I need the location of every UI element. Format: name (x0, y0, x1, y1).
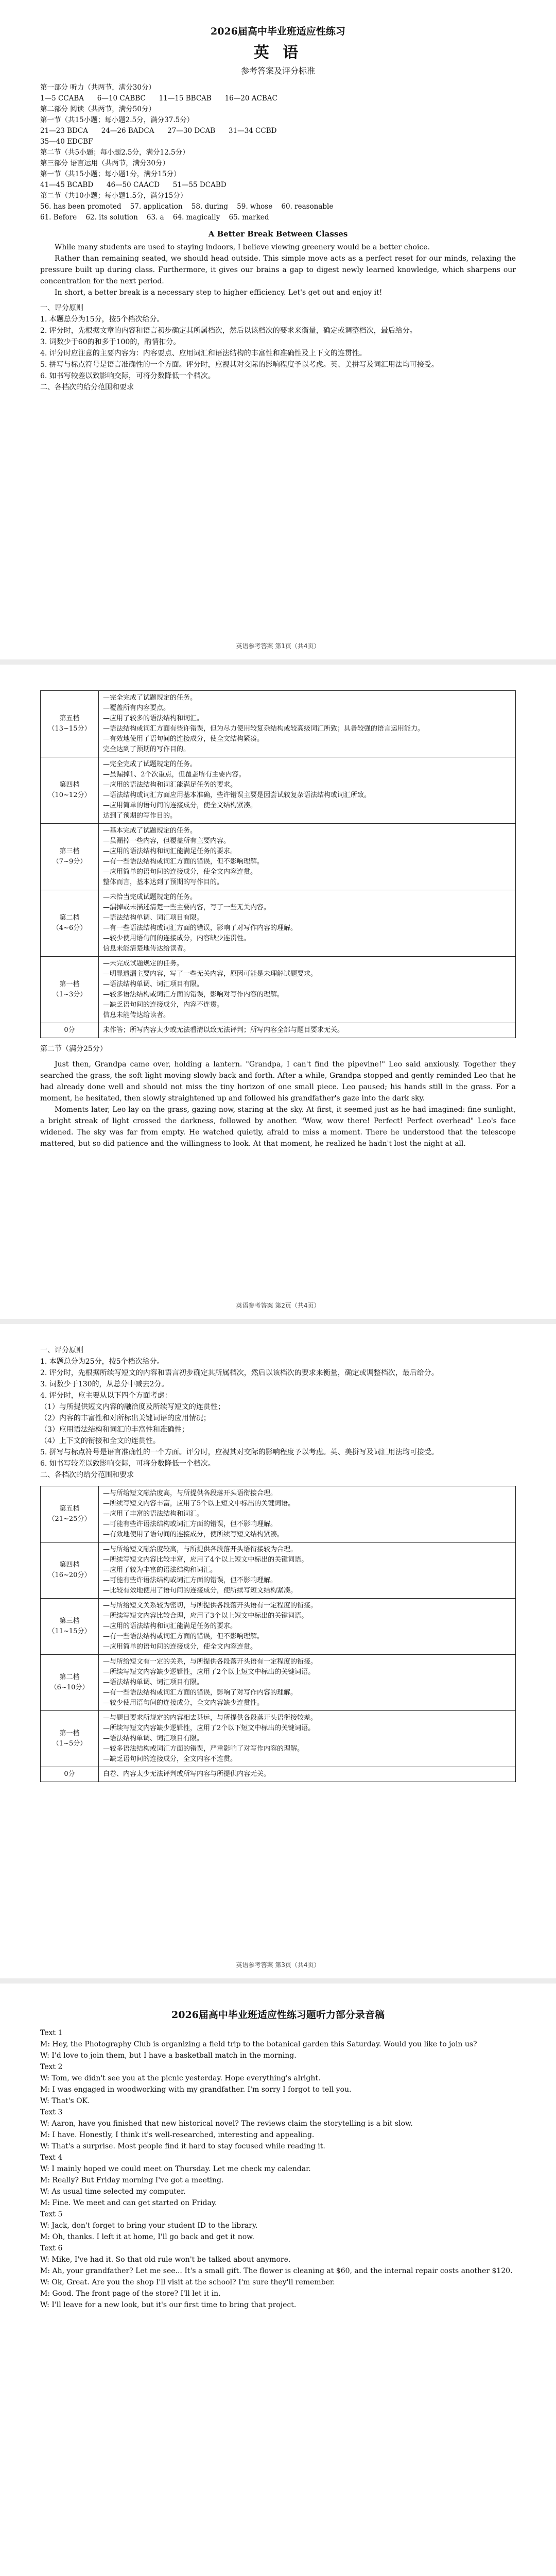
answer-line: 1—5 CCABA 6—10 CABBC 11—15 BBCAB 16—20 ACBAC (40, 94, 277, 103)
transcript-part-1 (40, 2027, 516, 2311)
continuation-paragraph: Just then, Grandpa came over, holding a lantern. "Grandpa, I can't find the pipevine!" Leo said anxiously. Together they searched the grass, the soft light moving slowly back and forth. After a while, Grandpa stopped and gently reminded Leo that he had already done well and should not miss the tiny horizon of one small piece. Leo paused; his hands still in the grass. For a moment, he hesitated, then slowly straightened up and followed his grandfather's gaze into the dark sky. (40, 1060, 516, 1103)
exam-title: 2026届高中毕业班适应性练习 (211, 26, 345, 37)
answer-line: 第二节（共5小题；每小题2.5分，满分12.5分） (40, 148, 189, 157)
answer-line: 35—40 EDCBF (40, 138, 93, 146)
level-description: —与所给短文关系较为密切，与所提供各段落开头语有一定程度的衔接。 —所续写短文内容比较合理，应用了3个以上短文中标出的关键词语。 —应用的语法结构和词汇能满足任务的要求。 —有一些语法结构或词汇方面的错误，但不影响理解。 —应用简单的语句间的连接成分，使全文内容连贯。 (99, 1599, 516, 1655)
model-essay-title: A Better Break Between Classes (208, 229, 348, 239)
page-3 (0, 1319, 556, 1978)
transcript-line: Text 4 (40, 2154, 63, 2162)
level-cell: 第二档 （6~10分） (41, 1655, 99, 1711)
transcript-line: W: That's OK. (40, 2097, 90, 2105)
level-cell: 第三档 （7~9分） (41, 824, 99, 890)
answer-line: 第一部分 听力（共两节，满分30分） (40, 83, 155, 92)
transcript-line: M: Ah, your grandfather? Let me see... It's a small gift. The flower is cleaning at $60, and the internal repair costs another $120. (40, 2267, 513, 2275)
essay-paragraph: Rather than remaining seated, we should head outside. This simple move acts as a perfect reset for our minds, relaxing the pressure built up during class. Furthermore, it gives our brains a gap to digest newly learned knowledge, which sharpens our concentration for the next period. (40, 255, 516, 285)
rubric-note: 1. 本题总分为15分，按5个档次给分。 (40, 315, 164, 324)
rubric-note: 4. 评分时，应主要从以下四个方面考虑： (40, 1392, 172, 1400)
transcript-line: M: Oh, thanks. I left it at home, I'll go back and get it now. (40, 2233, 254, 2241)
answer-line: 61. Before 62. its solution 63. a 64. magically 65. marked (40, 213, 269, 222)
level-description: —与所给短文融洽度较高，与所提供各段落开头语衔接较为合理。 —所续写短文内容比较丰富，应用了4个以上短文中标出的关键词语。 —应用了较为丰富的语法结构和词汇。 —可能有些许语法结构或词汇方面的错误，但不影响理解。 —比较有效地使用了语句间的连接成分，使所续写短文结构紧凑。 (99, 1543, 516, 1599)
rubric-note: 二、各档次的给分范围和要求 (40, 383, 134, 392)
answer-line: 21—23 BDCA 24—26 BADCA 27—30 DCAB 31—34 CCBD (40, 127, 277, 135)
rubric-note: 1. 本题总分为25分，按5个档次给分。 (40, 1358, 164, 1366)
table-row (41, 1655, 516, 1711)
level-cell: 0分 (41, 1767, 99, 1782)
level-description: —基本完成了试题规定的任务。 —虽漏掉一些内容，但覆盖所有主要内容。 —应用的语法结构和词汇能满足任务的要求。 —有一些语法结构或词汇方面的错误，但不影响理解。 —应用简单的语句间的连接成分，使全文内容连贯。 整体而言，基本达到了预期的写作目的。 (99, 824, 516, 890)
rubric-note: 2. 评分时，先根据所续写短文的内容和语言初步确定其所属档次，然后以该档次的要求来衡量，确定或调整档次，最后给分。 (40, 1369, 439, 1377)
subject-heading: 英 语 (253, 44, 303, 62)
answer-line: 41—45 BCABD 46—50 CAACD 51—55 DCABD (40, 181, 227, 189)
transcript-line: M: Hey, the Photography Club is organizing a field trip to the botanical garden this Saturday. Would you like to join us? (40, 2040, 477, 2048)
transcript-title: 2026届高中毕业班适应性练习题听力部分录音稿 (171, 2009, 385, 2021)
answer-line: 第一节（共15小题；每小题1分，满分15分） (40, 170, 181, 178)
transcript-line: W: That's a surprise. Most people find it hard to stay focused while reading it. (40, 2142, 325, 2150)
section-label: 第二节（满分25分） (40, 1045, 107, 1053)
page-4 (0, 1978, 556, 2576)
level-description: 未作答；所写内容太少或无法看清以致无法评判；所写内容全部与题目要求无关。 (99, 1023, 516, 1038)
transcript-line: Text 2 (40, 2063, 63, 2071)
table-row (41, 1023, 516, 1038)
rubric-note: 一、评分原则 (40, 1346, 83, 1354)
transcript-line: Text 5 (40, 2210, 63, 2218)
answer-line: 第一节（共15小题；每小题2.5分，满分37.5分） (40, 116, 194, 124)
level-cell: 第一档 （1~5分） (41, 1711, 99, 1767)
transcript-line: Text 1 (40, 2029, 63, 2037)
transcript-line: W: Tom, we didn't see you at the picnic yesterday. Hope everything's alright. (40, 2074, 321, 2082)
level-cell: 0分 (41, 1023, 99, 1038)
table-row (41, 824, 516, 890)
level-cell: 第三档 （11~15分） (41, 1599, 99, 1655)
level-description: 白卷、内容太少无法评判或所写内容与所提供内容无关。 (99, 1767, 516, 1782)
page-footer: 英语参考答案 第1页（共4页） (236, 642, 320, 650)
essay-paragraph: In short, a better break is a necessary step to higher efficiency. Let's get out and enjoy it! (55, 289, 383, 297)
rubric-note: （1）与所提供短文内容的融洽度及所续写短文的连贯性； (40, 1403, 225, 1411)
transcript-line: M: Good. The front page of the store? I'll let it in. (40, 2290, 221, 2298)
level-description: —完全完成了试题规定的任务。 —覆盖所有内容要点。 —应用了较多的语法结构和词汇。 —语法结构或词汇方面有些许错误，但为尽力使用较复杂结构或较高级词汇所致；具备较强的语言运用能力。 —有效地使用了语句间的连接成分，使全文结构紧凑。 完全达到了预期的写作目的。 (99, 691, 516, 757)
table-row (41, 1486, 516, 1543)
table-row (41, 1767, 516, 1782)
table-row (41, 890, 516, 957)
rubric-notes (40, 302, 516, 393)
level-description: —未恰当完成试题规定的任务。 —漏掉或未描述清楚一些主要内容，写了一些无关内容。 —语法结构单调、词汇项目有限。 —有一些语法结构或词汇方面的错误，影响了对写作内容的理解。 —较少使用语句间的连接成分，内容缺少连贯性。 信息未能清楚地传达给读者。 (99, 890, 516, 957)
answer-line: 56. has been promoted 57. application 58. during 59. whose 60. reasonable (40, 202, 334, 211)
transcript-line: M: Fine. We meet and can get started on Friday. (40, 2199, 217, 2207)
answer-line: 第三部分 语言运用（共两节，满分30分） (40, 159, 169, 167)
answer-line: 第二部分 阅读（共两节，满分50分） (40, 105, 155, 113)
answer-key-list (40, 82, 516, 223)
level-cell: 第二档 （4~6分） (41, 890, 99, 957)
transcript-line: W: I mainly hoped we could meet on Thursday. Let me check my calendar. (40, 2165, 311, 2173)
rubric-note: 5. 拼写与标点符号是语言准确性的一个方面。评分时，应视其对交际的影响程度予以考虑。英、美拼写及词汇用法均可接受。 (40, 1448, 439, 1456)
table-row (41, 1599, 516, 1655)
transcript-line: Text 3 (40, 2108, 63, 2116)
answer-key-subtitle: 参考答案及评分标准 (240, 66, 315, 76)
rubric2-notes (40, 1345, 516, 1481)
transcript-line: W: I'd love to join them, but I have a basketball match in the morning. (40, 2052, 297, 2060)
table-row (41, 957, 516, 1023)
page-2 (0, 659, 556, 1319)
rubric-note: （4）上下文的衔接和全文的连贯性。 (40, 1437, 160, 1445)
rubric-note: 6. 如书写较差以致影响交际，可将分数降低一个档次。 (40, 1460, 215, 1468)
rubric-note: 2. 评分时，先根据文章的内容和语言初步确定其所属档次，然后以该档次的要求来衡量，确定或调整档次，最后给分。 (40, 327, 417, 335)
level-cell: 第五档 （13~15分） (41, 691, 99, 757)
rubric-note: 3. 词数少于130的，从总分中减去2分。 (40, 1380, 169, 1388)
transcript-line: M: I was engaged in woodworking with my grandfather. I'm sorry I forgot to tell you. (40, 2086, 352, 2094)
rubric-note: 一、评分原则 (40, 304, 83, 312)
answer-line: 第二节（共10小题；每小题1.5分，满分15分） (40, 192, 187, 200)
rubric-table-writing (40, 690, 516, 1038)
transcript-line: W: As usual time selected my computer. (40, 2188, 186, 2196)
level-cell: 第五档 （21~25分） (41, 1486, 99, 1543)
rubric-note: 二、各档次的给分范围和要求 (40, 1471, 134, 1479)
rubric-note: 6. 如书写较差以致影响交际，可将分数降低一个档次。 (40, 372, 215, 380)
page-footer: 英语参考答案 第3页（共4页） (236, 1961, 320, 1969)
transcript-line: W: Ok, Great. Are you the shop I'll visit at the school? I'm sure they'll remember. (40, 2278, 335, 2286)
table-row (41, 1543, 516, 1599)
level-cell: 第四档 （10~12分） (41, 757, 99, 824)
page-1 (0, 0, 556, 659)
transcript-line: M: Really? But Friday morning I've got a meeting. (40, 2176, 224, 2184)
level-description: —未完成试题规定的任务。 —明显遗漏主要内容，写了一些无关内容，原因可能是未理解试题要求。 —语法结构单调、词汇项目有限。 —较多语法结构或词汇方面的错误，影响对写作内容的理解。 —缺乏语句间的连接成分，内容不连贯。 信息未能传达给读者。 (99, 957, 516, 1023)
level-cell: 第四档 （16~20分） (41, 1543, 99, 1599)
level-description: —完全完成了试题规定的任务。 —虽漏掉1、2个次重点，但覆盖所有主要内容。 —应用的语法结构和词汇能满足任务的要求。 —语法结构或词汇方面应用基本准确，些许错误主要是因尝试较复杂语法结构或词汇所致。 —应用简单的语句间的连接成分，使全文结构紧凑。 达到了预期的写作目的。 (99, 757, 516, 824)
transcript-line: W: Jack, don't forget to bring your student ID to the library. (40, 2222, 258, 2230)
transcript-line: W: Mike, I've had it. So that old rule won't be talked about anymore. (40, 2256, 291, 2264)
essay-paragraph: While many students are used to staying indoors, I believe viewing greenery would be a better choice. (55, 243, 430, 251)
rubric-table-continuation (40, 1486, 516, 1782)
table-row (41, 691, 516, 757)
rubric-note: 4. 评分时应注意的主要内容为：内容要点、应用词汇和语法结构的丰富性和准确性及上下文的连贯性。 (40, 349, 367, 358)
transcript-line: Text 6 (40, 2244, 63, 2252)
transcript-line: W: I'll leave for a new look, but it's our first time to bring that project. (40, 2301, 297, 2309)
rubric-note: （2）内容的丰富性和对所标出关键词语的应用情况； (40, 1414, 211, 1422)
level-description: —与所给短文融洽度高，与所提供各段落开头语衔接合理。 —所续写短文内容丰富，应用了5个以上短文中标出的关键词语。 —应用了丰富的语法结构和词汇。 —可能有些许语法结构或词汇方面的错误，但不影响理解。 —有效地使用了语句间的连接成分，使所续写短文结构紧凑。 (99, 1486, 516, 1543)
continuation-paragraph: Moments later, Leo lay on the grass, gazing now, staring at the sky. At first, it seemed just as he had imagined: fine sunlight, a bright streak of light crossed the darkness, followed by another. "Wow, wow there! Perfect! Perfect overhead" Leo's face widened. The sky was far from empty. He watched quietly, afraid to miss a moment. There he understood that the telescope mattered, but so did patience and the willingness to look. At that moment, he realized he hadn't lost the night at all. (40, 1106, 516, 1148)
transcript-line: W: Aaron, have you finished that new historical novel? The reviews claim the storytelling is a bit slow. (40, 2120, 413, 2128)
level-description: —与题目要求所规定的内容相去甚远，与所提供各段落开头语衔接较差。 —所续写短文内容缺少逻辑性，应用了2个以下短文中标出的关键词语。 —语法结构单调、词汇项目有限。 —较多语法结构或词汇方面的错误，严重影响了对写作内容的理解。 —缺乏语句间的连接成分，全文内容不连贯。 (99, 1711, 516, 1767)
rubric-note: （3）应用语法结构和词汇的丰富性和准确性； (40, 1426, 189, 1434)
page-footer: 英语参考答案 第2页（共4页） (236, 1302, 320, 1309)
table-row (41, 757, 516, 824)
table-row (41, 1711, 516, 1767)
level-description: —与所给短文有一定的关系，与所提供各段落开头语有一定程度的衔接。 —所续写短文内容缺少逻辑性，应用了2个以上短文中标出的关键词语。 —语法结构单调、词汇项目有限。 —有一些语法结构或词汇方面的错误，影响了对写作内容的理解。 —较少使用语句间的连接成分，全文内容缺少连贯性。 (99, 1655, 516, 1711)
transcript-line: M: I have. Honestly, I think it's well-researched, interesting and appealing. (40, 2131, 315, 2139)
level-cell: 第一档 （1~3分） (41, 957, 99, 1023)
rubric-note: 3. 词数少于60的和多于100的，酌情扣分。 (40, 338, 181, 346)
rubric-note: 5. 拼写与标点符号是语言准确性的一个方面。评分时，应视其对交际的影响程度予以考虑。英、美拼写及词汇用法均可接受。 (40, 361, 439, 369)
